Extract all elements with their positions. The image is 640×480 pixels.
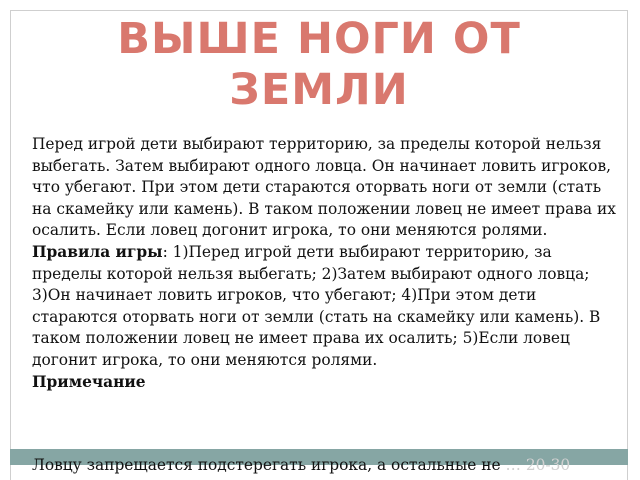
rules-paragraph bbox=[32, 242, 618, 372]
slide-body bbox=[32, 134, 618, 393]
note-text: Ловцу запрещается подстерегать игрока, а остальные не bbox=[32, 456, 501, 474]
rules-heading: Правила игры bbox=[32, 242, 163, 261]
title-line-2: ЗЕМЛИ bbox=[229, 65, 409, 115]
note-heading: Примечание bbox=[32, 372, 146, 391]
note-paragraph bbox=[32, 455, 618, 477]
intro-paragraph: Перед игрой дети выбирают территорию, за пределы которой нельзя выбегать. Затем выбирают одного ловца. Он начинает ловить игроков, что убегают. При этом дети стараются оторвать ноги от земли (стать на скамейку или камень). В таком положении ловец не имеет права их осалить. Если ловец догонит игрока, то они меняются ролями. bbox=[32, 135, 616, 240]
note-text-faded: … 20-30 bbox=[500, 456, 571, 474]
title-line-1: ВЫШЕ НОГИ ОТ bbox=[117, 14, 521, 64]
slide-title bbox=[10, 14, 628, 116]
rules-text: : 1)Перед игрой дети выбирают территорию, за пределы которой нельзя выбегать; 2)Затем выбирают одного ловца; 3)Он начинает ловить игроков, что убегают; 4)При этом дети стараются оторвать ноги от земли (стать на скамейку или камень). В таком положении ловец не имеет права их осалить; 5)Если ловец догонит игрока, то они меняются ролями. bbox=[32, 242, 601, 369]
